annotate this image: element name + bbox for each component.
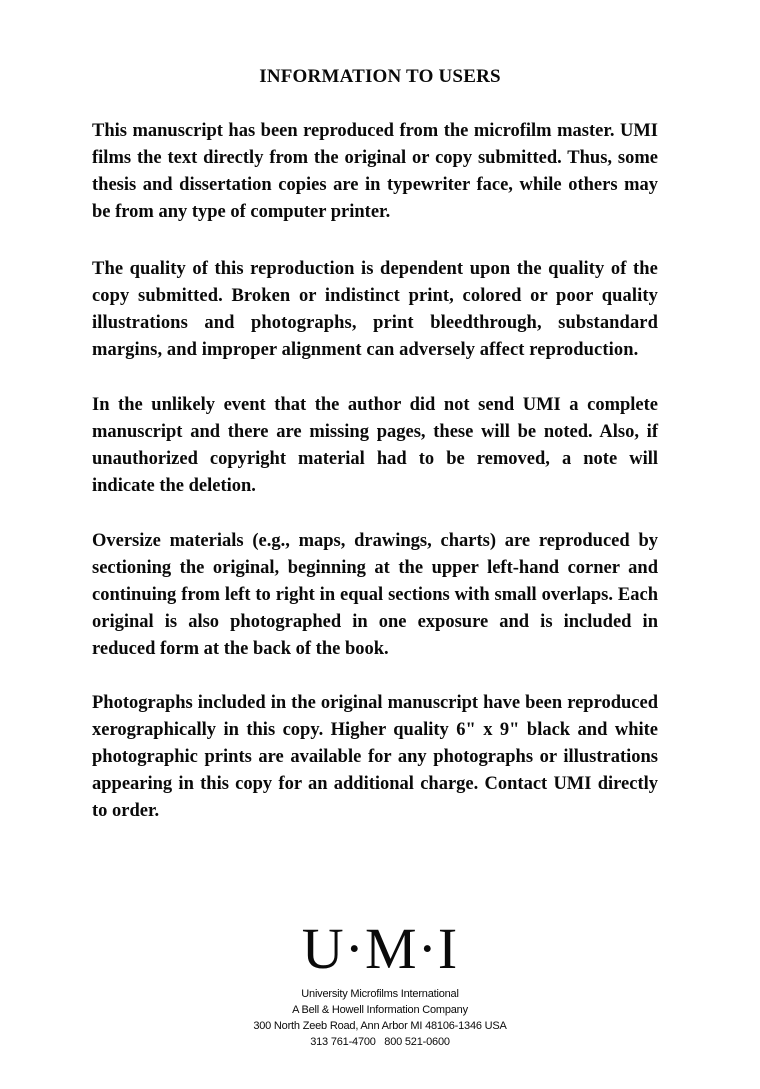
publisher-address	[0, 986, 760, 1050]
address-line-company: University Microfilms International	[301, 988, 459, 1000]
paragraph-quality-notice: The quality of this reproduction is dependent upon the quality of the copy submitted. Broken or indistinct print, colored or poor quality illustrations and photographs, print bleedthrough, substandard margins, and improper alignment can adversely affect reproduction.	[92, 259, 658, 360]
page-title: INFORMATION TO USERS	[259, 66, 501, 87]
paragraph-missing-pages: In the unlikely event that the author did not send UMI a complete manuscript and there are missing pages, these will be noted. Also, if unauthorized copyright material had to be removed, a note will indicate the deletion.	[92, 395, 658, 496]
paragraph-reproduction-notice: This manuscript has been reproduced from the microfilm master. UMI films the text directly from the original or copy submitted. Thus, some thesis and dissertation copies are in typewriter face, while others may be from any type of computer printer.	[92, 121, 658, 222]
address-line-phone: 313 761-4700 800 521-0600	[310, 1036, 450, 1048]
address-line-parent: A Bell & Howell Information Company	[292, 1004, 468, 1016]
paragraph-oversize-materials: Oversize materials (e.g., maps, drawings, charts) are reproduced by sectioning the original, beginning at the upper left-hand corner and continuing from left to right in equal sections with small overlaps. Each original is also photographed in one exposure and is included in reduced form at the back of the book.	[92, 531, 658, 659]
umi-logo: U·M·I	[301, 916, 459, 981]
paragraph-photographs: Photographs included in the original manuscript have been reproduced xerographically in this copy. Higher quality 6" x 9" black and white photographic prints are available for any photographs or illustrations appearing in this copy for an additional charge. Contact UMI directly to order.	[92, 693, 658, 821]
address-line-street: 300 North Zeeb Road, Ann Arbor MI 48106-1346 USA	[253, 1020, 507, 1032]
